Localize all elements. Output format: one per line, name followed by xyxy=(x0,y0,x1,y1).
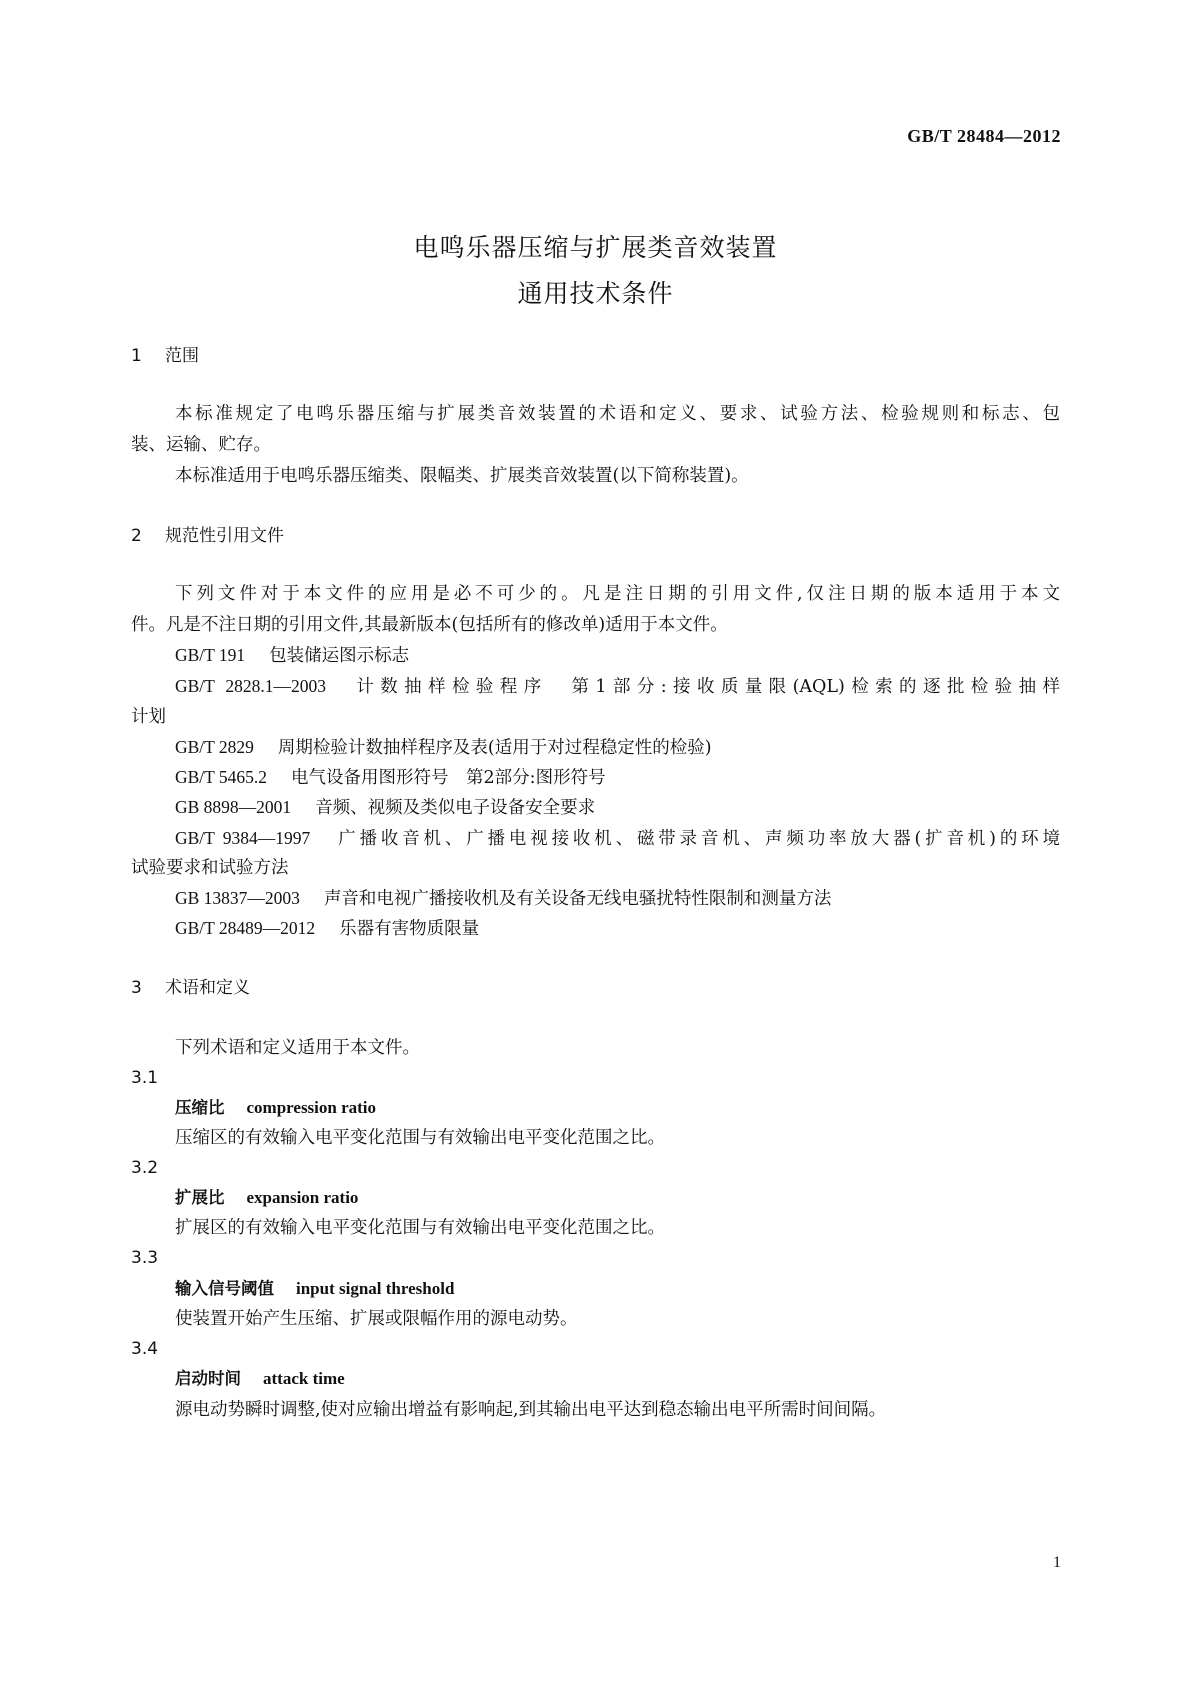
term-zh: 输入信号阈值 xyxy=(175,1279,274,1298)
term-number: 3.2 xyxy=(131,1158,159,1178)
section-2-heading xyxy=(131,524,284,548)
document-title-line2: 通用技术条件 xyxy=(517,279,674,308)
reference-item xyxy=(175,826,1060,851)
reference-code: GB 13837—2003 xyxy=(175,888,300,908)
reference-item xyxy=(175,643,409,668)
section-1-para1-line2: 装、运输、贮存。 xyxy=(131,435,271,455)
reference-title: 周期检验计数抽样程序及表(适用于对过程稳定性的检验) xyxy=(277,738,712,758)
section-2-intro-line2: 件。凡是不注日期的引用文件,其最新版本(包括所有的修改单)适用于本文件。 xyxy=(131,615,728,635)
term-definition: 压缩区的有效输入电平变化范围与有效输出电平变化范围之比。 xyxy=(175,1128,665,1148)
section-title: 术语和定义 xyxy=(165,978,250,998)
reference-title: 音频、视频及类似电子设备安全要求 xyxy=(315,798,596,818)
reference-title: 包装储运图示标志 xyxy=(269,646,410,666)
reference-continuation: 试验要求和试验方法 xyxy=(131,858,289,878)
reference-item xyxy=(175,735,712,760)
standard-number: GB/T 28484—2012 xyxy=(907,126,1061,146)
term-definition: 使装置开始产生压缩、扩展或限幅作用的源电动势。 xyxy=(175,1309,578,1329)
reference-item xyxy=(175,795,595,820)
section-title: 规范性引用文件 xyxy=(165,526,284,546)
term-zh: 启动时间 xyxy=(175,1369,241,1388)
reference-code: GB/T 9384—1997 xyxy=(175,828,311,848)
reference-code: GB 8898—2001 xyxy=(175,797,292,817)
term-definition: 扩展区的有效输入电平变化范围与有效输出电平变化范围之比。 xyxy=(175,1218,665,1238)
section-3-heading xyxy=(131,976,250,1000)
reference-title: 声音和电视广播接收机及有关设备无线电骚扰特性限制和测量方法 xyxy=(323,889,832,909)
section-2-intro-line1: 下列文件对于本文件的应用是必不可少的。凡是注日期的引用文件,仅注日期的版本适用于本文 xyxy=(175,584,1060,604)
term-definition: 源电动势瞬时调整,使对应输出增益有影响起,到其输出电平达到稳态输出电平所需时间间隔。 xyxy=(175,1400,887,1420)
reference-item xyxy=(175,886,831,911)
section-number: 1 xyxy=(131,346,142,366)
term-en: input signal threshold xyxy=(296,1279,455,1298)
reference-item xyxy=(175,765,606,790)
section-title: 范围 xyxy=(165,346,199,366)
reference-title: 计数抽样检验程序 第1部分:接收质量限(AQL)检索的逐批检验抽样 xyxy=(349,677,1060,697)
term-zh: 压缩比 xyxy=(175,1098,225,1117)
term-en: attack time xyxy=(263,1369,345,1388)
reference-item xyxy=(175,916,479,941)
reference-code: GB/T 5465.2 xyxy=(175,767,268,787)
reference-title: 电气设备用图形符号 第2部分:图形符号 xyxy=(291,768,606,788)
reference-item xyxy=(175,674,1060,699)
term-en: compression ratio xyxy=(246,1098,377,1117)
section-3-intro: 下列术语和定义适用于本文件。 xyxy=(175,1038,420,1058)
section-number: 3 xyxy=(131,978,142,998)
term-zh: 扩展比 xyxy=(175,1188,225,1207)
reference-title: 广播收音机、广播电视接收机、磁带录音机、声频功率放大器(扩音机)的环境 xyxy=(334,829,1061,849)
term-number: 3.3 xyxy=(131,1248,159,1268)
reference-code: GB/T 2828.1—2003 xyxy=(175,676,326,696)
term-heading xyxy=(175,1186,358,1210)
term-number: 3.4 xyxy=(131,1339,159,1359)
section-1-para2: 本标准适用于电鸣乐器压缩类、限幅类、扩展类音效装置(以下简称装置)。 xyxy=(175,466,749,486)
page-number: 1 xyxy=(1053,1554,1061,1571)
term-en: expansion ratio xyxy=(246,1188,359,1207)
reference-code: GB/T 191 xyxy=(175,645,246,665)
term-heading xyxy=(175,1277,454,1301)
reference-code: GB/T 2829 xyxy=(175,737,254,757)
reference-code: GB/T 28489—2012 xyxy=(175,918,316,938)
section-number: 2 xyxy=(131,526,142,546)
section-1-heading xyxy=(131,344,199,368)
reference-continuation: 计划 xyxy=(131,707,166,727)
section-1-para1-line1: 本标准规定了电鸣乐器压缩与扩展类音效装置的术语和定义、要求、试验方法、检验规则和标志、包 xyxy=(175,404,1060,424)
term-number: 3.1 xyxy=(131,1068,159,1088)
reference-title: 乐器有害物质限量 xyxy=(339,919,480,939)
document-title-line1: 电鸣乐器压缩与扩展类音效装置 xyxy=(413,233,778,262)
term-heading xyxy=(175,1096,376,1120)
term-heading xyxy=(175,1367,345,1391)
